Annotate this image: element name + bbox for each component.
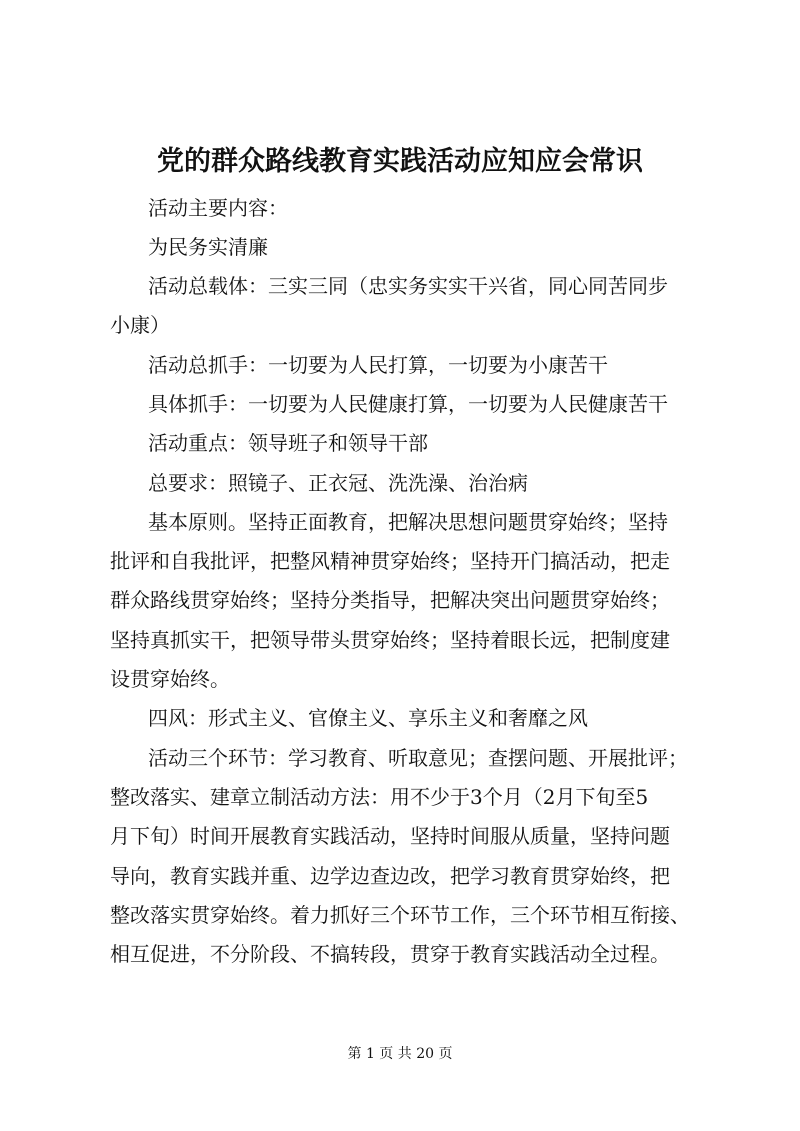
text-line-1: 活动主要内容： [148,196,288,220]
text-line-10: 批评和自我批评，把整风精神贯穿始终；坚持开门搞活动，把走 [110,549,670,573]
page-number: 第 1 页 共 20 页 [347,1046,453,1062]
text-line-16: 整改落实、建章立制活动方法：用不少于3个月（2月下旬至5 [110,785,649,809]
text-line-2: 为民务实清廉 [148,235,268,259]
text-line-14: 四风：形式主义、官僚主义、享乐主义和奢靡之风 [148,706,588,730]
document-title: 党的群众路线教育实践活动应知应会常识 [157,146,643,177]
text-line-4: 小康） [110,313,170,337]
text-line-19: 整改落实贯穿始终。着力抓好三个环节工作，三个环节相互衔接、 [110,903,690,927]
text-line-20: 相互促进，不分阶段、不搞转段，贯穿于教育实践活动全过程。 [110,942,670,966]
text-line-13: 设贯穿始终。 [110,667,230,691]
text-line-3: 活动总载体：三实三同（忠实务实实干兴省，同心同苦同步 [148,274,668,298]
text-line-9: 基本原则。坚持正面教育，把解决思想问题贯穿始终；坚持 [148,510,668,534]
text-line-15: 活动三个环节：学习教育、听取意见；查摆问题、开展批评； [148,746,688,770]
text-line-6: 具体抓手：一切要为人民健康打算，一切要为人民健康苦干 [148,392,668,416]
text-line-18: 导向，教育实践并重、边学边查边改，把学习教育贯穿始终，把 [110,864,670,888]
text-line-5: 活动总抓手：一切要为人民打算，一切要为小康苦干 [148,353,608,377]
text-line-12: 坚持真抓实干，把领导带头贯穿始终；坚持着眼长远，把制度建 [110,628,670,652]
text-line-11: 群众路线贯穿始终；坚持分类指导，把解决突出问题贯穿始终； [110,588,670,612]
text-line-8: 总要求：照镜子、正衣冠、洗洗澡、治治病 [148,471,528,495]
text-line-17: 月下旬）时间开展教育实践活动，坚持时间服从质量，坚持问题 [110,824,670,848]
text-line-7: 活动重点：领导班子和领导干部 [148,431,428,455]
